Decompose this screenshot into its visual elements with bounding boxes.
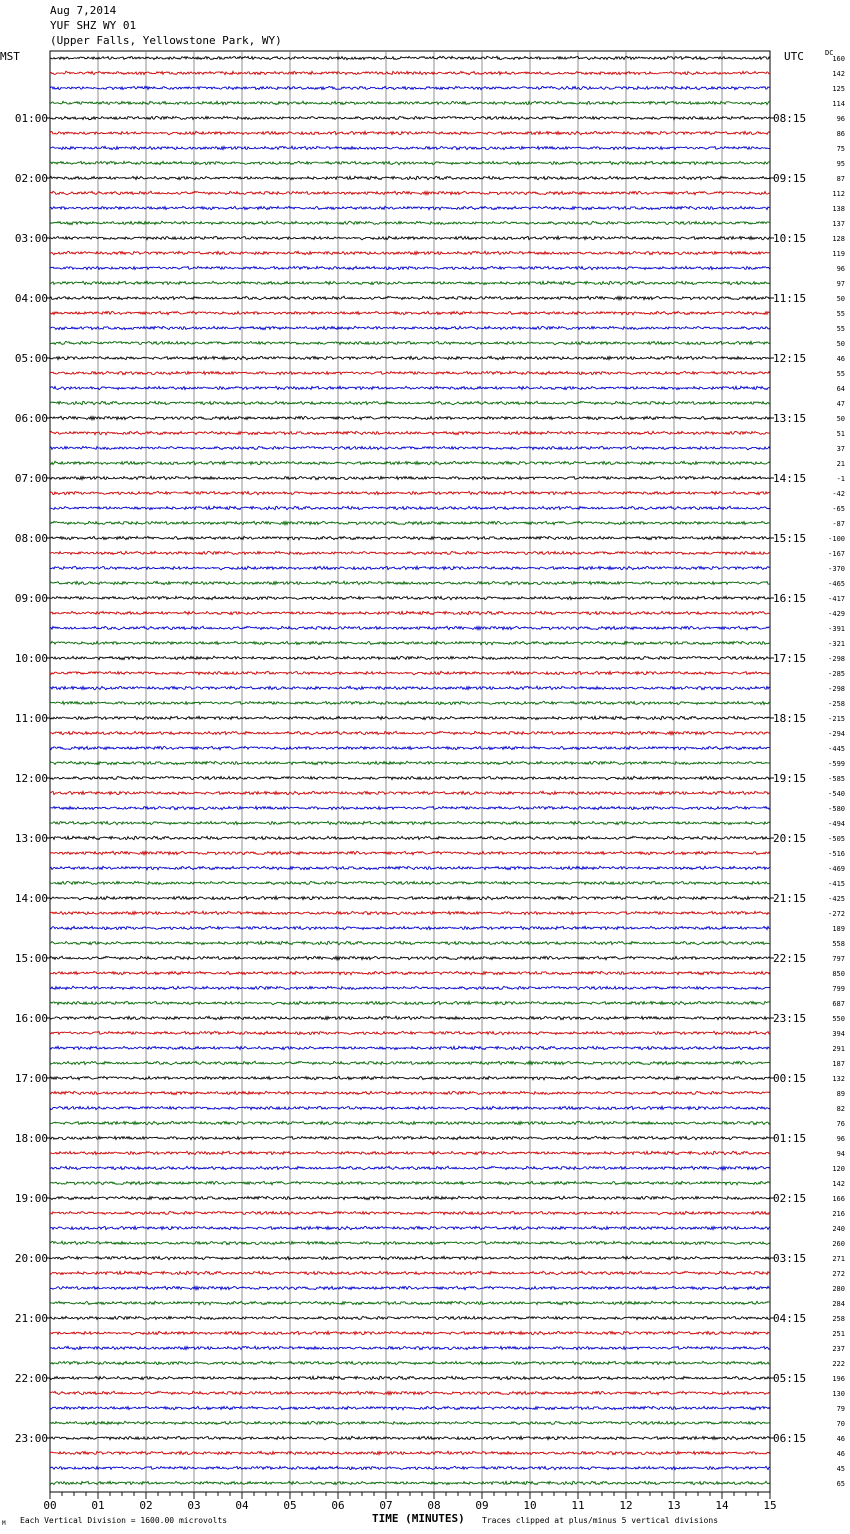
seismic-trace [50,1211,770,1215]
dc-offset-value: -298 [828,655,845,663]
x-tick-label: 07 [379,1499,393,1512]
seismic-trace [50,221,770,224]
seismic-trace [50,776,770,780]
right-time-label: 19:15 [773,772,807,785]
dc-offset-value: -167 [828,550,845,558]
dc-offset-value: 112 [832,190,845,198]
seismic-trace [50,326,770,329]
left-time-label: 14:00 [14,892,48,905]
dc-offset-value: 51 [836,430,845,438]
x-axis [43,1492,776,1512]
seismic-trace [50,101,770,104]
dc-offset-value: 137 [832,220,845,228]
dc-offset-value: 96 [836,1135,845,1143]
dc-offset-value: 79 [836,1405,845,1413]
dc-offset-value: 46 [836,1435,845,1443]
dc-offset-value: 260 [832,1240,845,1248]
dc-offset-value: 50 [836,295,845,303]
seismic-trace [50,146,770,149]
seismic-trace [50,1466,770,1469]
left-time-label: 12:00 [14,772,48,785]
dc-offset-value: 94 [836,1150,845,1158]
dc-offset-value: 160 [832,55,845,63]
seismic-trace [50,716,770,719]
dc-offset-value: -415 [828,880,845,888]
seismic-trace [50,1226,770,1229]
left-time-label: 23:00 [14,1432,48,1445]
x-tick-label: 01 [91,1499,105,1512]
dc-offset-value: -1 [836,475,845,483]
left-time-label: 16:00 [14,1012,48,1025]
right-time-label: 22:15 [773,952,807,965]
seismic-trace [50,1391,770,1395]
seismic-trace [50,371,770,374]
left-time-label: 19:00 [14,1192,48,1205]
left-time-label: 09:00 [14,592,48,605]
seismic-trace [50,266,770,269]
x-tick-label: 02 [139,1499,153,1512]
x-tick-label: 09 [475,1499,489,1512]
seismic-trace [50,866,770,870]
dc-offset-value: 75 [836,145,845,153]
seismic-trace [50,236,770,240]
seismic-trace [50,1316,770,1319]
seismic-trace [50,1271,770,1275]
seismic-trace [50,1166,770,1170]
seismic-trace [50,431,770,435]
dc-offset-value: -100 [828,535,845,543]
dc-offset-value: -425 [828,895,845,903]
right-time-label: 01:15 [773,1132,807,1145]
seismic-trace [50,656,770,659]
dc-offset-value: 558 [832,940,845,948]
seismic-trace [50,1181,770,1184]
dc-offset-value: 37 [836,445,845,453]
seismic-trace [50,191,770,195]
seismic-trace [50,476,770,479]
dc-offset-value: 251 [832,1330,845,1338]
right-time-label: 21:15 [773,892,807,905]
dc-offset-value: 87 [836,175,845,183]
dc-offset-value: 187 [832,1060,845,1068]
left-time-label: 06:00 [14,412,48,425]
right-time-label: 15:15 [773,532,807,545]
x-tick-label: 08 [427,1499,441,1512]
seismic-trace [50,71,770,74]
left-time-label: 20:00 [14,1252,48,1265]
seismic-trace [50,311,770,314]
seismic-trace [50,1361,770,1364]
seismic-trace [50,551,770,554]
seismic-trace [50,791,770,795]
seismic-trace [50,1421,770,1424]
seismic-trace [50,446,770,450]
x-axis-title: TIME (MINUTES) [372,1512,465,1525]
dc-offset-value: 280 [832,1285,845,1293]
seismic-trace [50,416,770,419]
seismic-trace [50,401,770,405]
right-time-label: 05:15 [773,1372,807,1385]
left-time-label: 22:00 [14,1372,48,1385]
left-time-label: 07:00 [14,472,48,485]
dc-offset-value: -285 [828,670,845,678]
dc-offset-value: 120 [832,1165,845,1173]
seismic-trace [50,881,770,884]
dc-offset-value: -540 [828,790,845,798]
left-time-label: 13:00 [14,832,48,845]
seismic-trace [50,701,770,704]
dc-offset-value: 50 [836,340,845,348]
right-time-label: 06:15 [773,1432,807,1445]
dc-offset-value: -65 [832,505,845,513]
dc-offset-value: 128 [832,235,845,243]
x-tick-label: 05 [283,1499,297,1512]
seismic-trace [50,1481,770,1484]
dc-offset-value: 47 [836,400,845,408]
right-time-label: 08:15 [773,112,807,125]
seismic-trace [50,941,770,944]
dc-offset-value: -258 [828,700,845,708]
dc-offset-value: 222 [832,1360,845,1368]
dc-offset-value: -469 [828,865,845,873]
seismic-trace [50,1136,770,1139]
right-time-label: 12:15 [773,352,807,365]
dc-offset-value: -580 [828,805,845,813]
dc-offset-value: 45 [836,1465,845,1473]
seismic-trace [50,1031,770,1034]
dc-offset-value: 70 [836,1420,845,1428]
dc-offset-value: 76 [836,1120,845,1128]
dc-offset-value: -215 [828,715,845,723]
dc-offset-value: 55 [836,310,845,318]
dc-offset-value: -370 [828,565,845,573]
seismic-trace [50,1256,770,1259]
seismic-trace [50,296,770,300]
seismic-trace [50,566,770,570]
right-time-label: 23:15 [773,1012,807,1025]
seismic-trace [50,1076,770,1079]
clip-note: Traces clipped at plus/minus 5 vertical divisions [482,1516,719,1525]
seismic-trace [50,356,770,360]
left-time-label: 05:00 [14,352,48,365]
x-tick-label: 03 [187,1499,201,1512]
right-time-label: 14:15 [773,472,807,485]
seismic-trace [50,386,770,389]
seismic-trace [50,521,770,524]
right-time-label: 16:15 [773,592,807,605]
dc-offset-value: 96 [836,265,845,273]
seismic-trace [50,896,770,899]
dc-offset-value: 272 [832,1270,845,1278]
left-timezone-label: MST [0,50,20,63]
dc-offset-value: 65 [836,1480,845,1488]
right-time-label: 02:15 [773,1192,807,1205]
seismic-trace [50,596,770,599]
dc-offset-value: -516 [828,850,845,858]
seismic-trace [50,806,770,809]
dc-offset-value: 216 [832,1210,845,1218]
seismic-trace [50,281,770,284]
seismic-trace [50,956,770,960]
dc-offset-value: 240 [832,1225,845,1233]
seismic-trace [50,911,770,914]
seismic-trace [50,1301,770,1305]
seismic-trace [50,821,770,824]
dc-offset-value: -272 [828,910,845,918]
dc-offset-value: 21 [836,460,845,468]
seismic-trace [50,206,770,209]
left-time-label: 04:00 [14,292,48,305]
seismic-trace [50,131,770,134]
dc-offset-labels [828,55,845,1488]
dc-offset-value: 189 [832,925,845,933]
dc-offset-value: 50 [836,415,845,423]
dc-offset-value: 850 [832,970,845,978]
seismic-trace [50,161,770,164]
x-tick-label: 06 [331,1499,345,1512]
dc-offset-value: 82 [836,1105,845,1113]
dc-offset-value: -465 [828,580,845,588]
x-tick-label: 12 [619,1499,633,1512]
dc-offset-value: 258 [832,1315,845,1323]
seismic-trace [50,851,770,854]
dc-offset-value: 284 [832,1300,845,1308]
dc-offset-value: 46 [836,355,845,363]
dc-offset-value: -445 [828,745,845,753]
seismic-trace [50,686,770,690]
dc-offset-value: 142 [832,70,845,78]
seismic-trace [50,251,770,255]
seismic-trace [50,641,770,644]
left-time-label: 17:00 [14,1072,48,1085]
dc-offset-value: 291 [832,1045,845,1053]
seismic-trace [50,1106,770,1110]
corner-mark: M [2,1520,6,1527]
dc-offset-value: 86 [836,130,845,138]
left-time-label: 02:00 [14,172,48,185]
dc-offset-value: -391 [828,625,845,633]
seismic-trace [50,536,770,540]
dc-offset-value: -417 [828,595,845,603]
header-station: YUF SHZ WY 01 [50,19,137,32]
seismic-trace [50,86,770,89]
seismic-trace [50,1016,770,1019]
seismic-trace [50,1286,770,1289]
right-time-label: 20:15 [773,832,807,845]
seismic-trace [50,746,770,749]
x-tick-label: 04 [235,1499,249,1512]
dc-offset-value: -298 [828,685,845,693]
seismic-trace [50,461,770,464]
right-time-label: 11:15 [773,292,807,305]
dc-offset-value: 394 [832,1030,845,1038]
dc-offset-value: 64 [836,385,845,393]
right-time-label: 09:15 [773,172,807,185]
header-date: Aug 7,2014 [50,4,117,17]
left-time-labels [15,112,50,1445]
seismic-trace [50,116,770,119]
right-time-label: 00:15 [773,1072,807,1085]
seismic-trace [50,1331,770,1334]
seismic-trace [50,1346,770,1349]
seismic-trace [50,1451,770,1454]
dc-offset-value: 799 [832,985,845,993]
seismic-trace [50,581,770,584]
dc-label: DC [825,49,834,57]
left-time-label: 10:00 [14,652,48,665]
dc-offset-value: -87 [832,520,845,528]
dc-offset-value: 132 [832,1075,845,1083]
seismic-trace [50,1436,770,1440]
dc-offset-value: 114 [832,100,845,108]
seismic-trace [50,626,770,630]
right-time-label: 17:15 [773,652,807,665]
x-tick-label: 10 [523,1499,537,1512]
x-tick-label: 13 [667,1499,681,1512]
dc-offset-value: -599 [828,760,845,768]
dc-offset-value: 550 [832,1015,845,1023]
seismic-trace [50,1196,770,1200]
seismic-trace [50,971,770,974]
left-time-label: 21:00 [14,1312,48,1325]
dc-offset-value: 119 [832,250,845,258]
trace-group [50,56,770,1484]
dc-offset-value: 237 [832,1345,845,1353]
dc-offset-value: 797 [832,955,845,963]
header-location: (Upper Falls, Yellowstone Park, WY) [50,34,282,47]
seismic-trace [50,176,770,179]
dc-offset-value: 89 [836,1090,845,1098]
right-time-label: 10:15 [773,232,807,245]
left-time-label: 11:00 [14,712,48,725]
x-tick-label: 14 [715,1499,729,1512]
scale-note: Each Vertical Division = 1600.00 microvolts [20,1516,228,1525]
seismic-trace [50,761,770,765]
seismic-trace [50,1376,770,1379]
dc-offset-value: 125 [832,85,845,93]
seismic-trace [50,986,770,989]
seismic-trace [50,1406,770,1409]
dc-offset-value: 55 [836,325,845,333]
seismic-trace [50,1151,770,1154]
left-time-label: 03:00 [14,232,48,245]
dc-offset-value: 46 [836,1450,845,1458]
right-time-labels [770,112,806,1445]
right-time-label: 18:15 [773,712,807,725]
left-time-label: 08:00 [14,532,48,545]
dc-offset-value: 97 [836,280,845,288]
dc-offset-value: -585 [828,775,845,783]
dc-offset-value: 196 [832,1375,845,1383]
dc-offset-value: 166 [832,1195,845,1203]
seismic-trace [50,506,770,510]
x-tick-label: 11 [571,1499,585,1512]
seismic-trace [50,611,770,614]
x-tick-label: 15 [763,1499,777,1512]
right-time-label: 03:15 [773,1252,807,1265]
seismic-trace [50,926,770,929]
dc-offset-value: -294 [828,730,845,738]
dc-offset-value: 130 [832,1390,845,1398]
dc-offset-value: -505 [828,835,845,843]
right-timezone-label: UTC [784,50,804,63]
dc-offset-value: 271 [832,1255,845,1263]
dc-offset-value: 95 [836,160,845,168]
dc-offset-value: 138 [832,205,845,213]
seismic-trace [50,1091,770,1094]
dc-offset-value: -321 [828,640,845,648]
dc-offset-value: 55 [836,370,845,378]
left-time-label: 15:00 [14,952,48,965]
seismic-trace [50,1241,770,1244]
dc-offset-value: -494 [828,820,845,828]
dc-offset-value: 142 [832,1180,845,1188]
seismic-trace [50,731,770,735]
seismic-trace [50,1121,770,1125]
dc-offset-value: 96 [836,115,845,123]
seismic-trace [50,341,770,345]
seismic-trace [50,1046,770,1049]
seismic-trace [50,1061,770,1065]
x-tick-label: 00 [43,1499,57,1512]
dc-offset-value: -42 [832,490,845,498]
seismic-trace [50,56,770,59]
right-time-label: 04:15 [773,1312,807,1325]
seismic-trace [50,491,770,494]
seismic-trace [50,671,770,675]
left-time-label: 18:00 [14,1132,48,1145]
dc-offset-value: 687 [832,1000,845,1008]
left-time-label: 01:00 [14,112,48,125]
right-time-label: 13:15 [773,412,807,425]
seismic-trace [50,1001,770,1005]
dc-offset-value: -429 [828,610,845,618]
seismic-trace [50,836,770,840]
